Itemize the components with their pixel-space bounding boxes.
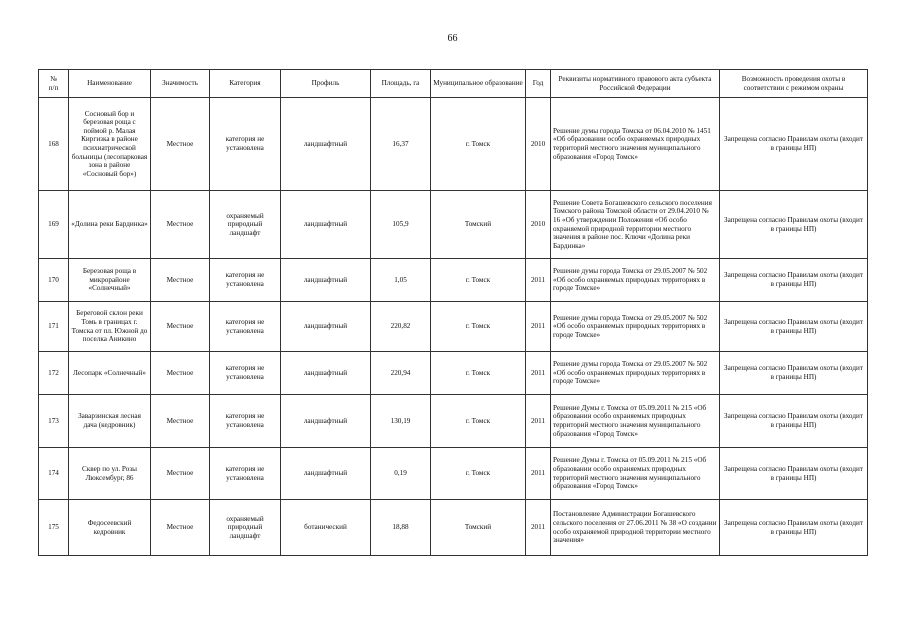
category-cell: охраняемый природный ландшафт — [210, 191, 281, 259]
significance-cell: Местное — [151, 395, 210, 448]
significance-cell: Местное — [151, 302, 210, 352]
row-number-cell: 175 — [39, 500, 69, 556]
hunting-cell: Запрещена согласно Правилам охоты (входит в границы НП) — [720, 448, 868, 500]
municipality-cell: Томский — [431, 191, 526, 259]
area-cell: 220,82 — [371, 302, 431, 352]
hunting-cell: Запрещена согласно Правилам охоты (входит в границы НП) — [720, 500, 868, 556]
row-number-cell: 170 — [39, 259, 69, 302]
category-cell: категория не установлена — [210, 395, 281, 448]
table-row — [39, 352, 868, 395]
year-cell: 2011 — [526, 395, 551, 448]
row-number-cell: 169 — [39, 191, 69, 259]
table-row — [39, 191, 868, 259]
profile-cell: ландшафтный — [281, 302, 371, 352]
year-cell: 2011 — [526, 448, 551, 500]
table-row — [39, 259, 868, 302]
profile-cell: ландшафтный — [281, 395, 371, 448]
hunting-cell: Запрещена согласно Правилам охоты (входит в границы НП) — [720, 191, 868, 259]
header-hunting: Возможность проведения охоты в соответствии с режимом охраны — [720, 70, 868, 98]
name-cell: Лесопарк «Солнечный» — [69, 352, 151, 395]
table-row — [39, 302, 868, 352]
area-cell: 0,19 — [371, 448, 431, 500]
legal-act-cell: Решение думы города Томска от 29.05.2007 № 502 «Об особо охраняемых природных территориях в городе Томске» — [551, 302, 720, 352]
category-cell: категория не установлена — [210, 352, 281, 395]
header-name: Наименование — [69, 70, 151, 98]
name-cell: Заварзинская лесная дача (кедровник) — [69, 395, 151, 448]
name-cell: «Долина реки Бардинка» — [69, 191, 151, 259]
hunting-cell: Запрещена согласно Правилам охоты (входит в границы НП) — [720, 395, 868, 448]
profile-cell: ландшафтный — [281, 448, 371, 500]
year-cell: 2011 — [526, 302, 551, 352]
category-cell: категория не установлена — [210, 302, 281, 352]
header-category: Категория — [210, 70, 281, 98]
category-cell: категория не установлена — [210, 448, 281, 500]
hunting-cell: Запрещена согласно Правилам охоты (входит в границы НП) — [720, 352, 868, 395]
table-header-row — [39, 70, 868, 98]
profile-cell: ландшафтный — [281, 98, 371, 191]
name-cell: Березовая роща в микрорайоне «Солнечный» — [69, 259, 151, 302]
row-number-cell: 174 — [39, 448, 69, 500]
area-cell: 1,05 — [371, 259, 431, 302]
significance-cell: Местное — [151, 191, 210, 259]
legal-act-cell: Постановление Администрации Богашевского сельского поселения от 27.06.2011 № 38 «О создании особо охраняемой природной территории местного значения» — [551, 500, 720, 556]
municipality-cell: г. Томск — [431, 448, 526, 500]
area-cell: 105,9 — [371, 191, 431, 259]
row-number-cell: 173 — [39, 395, 69, 448]
table-body — [39, 98, 868, 556]
hunting-cell: Запрещена согласно Правилам охоты (входит в границы НП) — [720, 98, 868, 191]
header-profile: Профиль — [281, 70, 371, 98]
header-significance: Значимость — [151, 70, 210, 98]
header-area: Площадь, га — [371, 70, 431, 98]
table-row — [39, 98, 868, 191]
profile-cell: ботанический — [281, 500, 371, 556]
header-municipality: Муниципальное образование — [431, 70, 526, 98]
legal-act-cell: Решение Думы г. Томска от 05.09.2011 № 215 «Об образовании особо охраняемых природных территорий местного значения муниципального образования «Город Томск» — [551, 395, 720, 448]
profile-cell: ландшафтный — [281, 259, 371, 302]
area-cell: 220,94 — [371, 352, 431, 395]
header-number: № п/п — [39, 70, 69, 98]
name-cell: Федосеевский кедровник — [69, 500, 151, 556]
table-row — [39, 448, 868, 500]
page-number: 66 — [447, 33, 458, 44]
name-cell: Сквер по ул. Розы Люксембург, 86 — [69, 448, 151, 500]
category-cell: охраняемый природный ландшафт — [210, 500, 281, 556]
municipality-cell: Томский — [431, 500, 526, 556]
legal-act-cell: Решение Совета Богашевского сельского поселения Томского района Томской области от 29.04.2010 № 16 «Об утверждении Положения «Об особо охраняемой природной территории местного значения в районе пос. Ключи «Долина реки Бардинка» — [551, 191, 720, 259]
profile-cell: ландшафтный — [281, 191, 371, 259]
year-cell: 2011 — [526, 352, 551, 395]
municipality-cell: г. Томск — [431, 259, 526, 302]
significance-cell: Местное — [151, 259, 210, 302]
profile-cell: ландшафтный — [281, 352, 371, 395]
legal-act-cell: Решение думы города Томска от 29.05.2007 № 502 «Об особо охраняемых природных территориях в городе Томске» — [551, 259, 720, 302]
table-row — [39, 500, 868, 556]
table-row — [39, 395, 868, 448]
municipality-cell: г. Томск — [431, 395, 526, 448]
hunting-cell: Запрещена согласно Правилам охоты (входит в границы НП) — [720, 259, 868, 302]
year-cell: 2010 — [526, 191, 551, 259]
name-cell: Береговой склон реки Томь в границах г. Томска от пл. Южной до поселка Аникино — [69, 302, 151, 352]
header-year: Год — [526, 70, 551, 98]
category-cell: категория не установлена — [210, 98, 281, 191]
year-cell: 2011 — [526, 259, 551, 302]
legal-act-cell: Решение Думы г. Томска от 05.09.2011 № 215 «Об образовании особо охраняемых природных территорий местного значения муниципального образования «Город Томск» — [551, 448, 720, 500]
municipality-cell: г. Томск — [431, 98, 526, 191]
row-number-cell: 171 — [39, 302, 69, 352]
area-cell: 18,88 — [371, 500, 431, 556]
legal-act-cell: Решение думы города Томска от 29.05.2007 № 502 «Об особо охраняемых природных территориях в городе Томске» — [551, 352, 720, 395]
municipality-cell: г. Томск — [431, 302, 526, 352]
municipality-cell: г. Томск — [431, 352, 526, 395]
significance-cell: Местное — [151, 352, 210, 395]
year-cell: 2011 — [526, 500, 551, 556]
legal-act-cell: Решение думы города Томска от 06.04.2010 № 1451 «Об образовании особо охраняемых природных территорий местного значения муниципального образования «Город Томск» — [551, 98, 720, 191]
name-cell: Сосновый бор и березовая роща с поймой р. Малая Киргизка в районе психиатрической больницы (лесопарковая зона в районе «Сосновый бор») — [69, 98, 151, 191]
area-cell: 130,19 — [371, 395, 431, 448]
area-cell: 16,37 — [371, 98, 431, 191]
row-number-cell: 172 — [39, 352, 69, 395]
row-number-cell: 168 — [39, 98, 69, 191]
significance-cell: Местное — [151, 500, 210, 556]
header-legal-act: Реквизиты нормативного правового акта субъекта Российской Федерации — [551, 70, 720, 98]
hunting-cell: Запрещена согласно Правилам охоты (входит в границы НП) — [720, 302, 868, 352]
year-cell: 2010 — [526, 98, 551, 191]
protected-areas-table — [38, 69, 868, 556]
category-cell: категория не установлена — [210, 259, 281, 302]
significance-cell: Местное — [151, 448, 210, 500]
significance-cell: Местное — [151, 98, 210, 191]
